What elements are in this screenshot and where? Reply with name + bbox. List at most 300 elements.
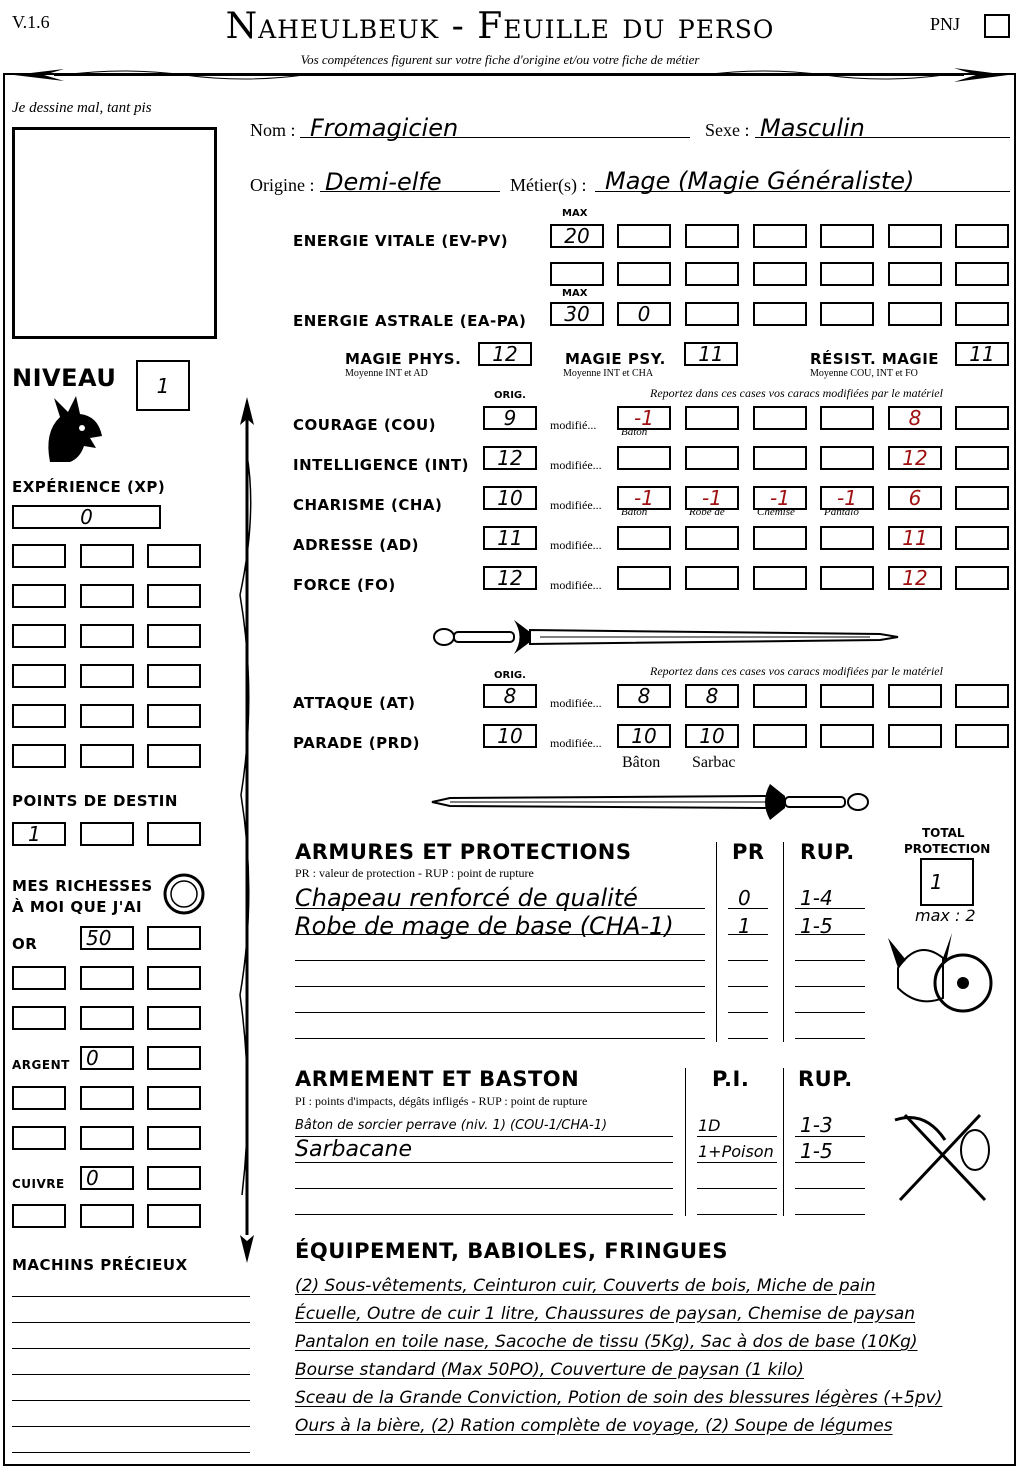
total-max: max : 2 [915,906,976,925]
combat-label-1: PARADE (PRD) [293,734,421,752]
stat-mod-box-1-0[interactable] [617,446,671,470]
stat-mod-1-4: 12 [902,446,928,470]
stat-under-2-3: Pantalo [824,506,859,518]
stat-mod-box-3-4[interactable] [888,526,942,550]
argent-value: 0 [86,1046,99,1070]
xp-box-0-1[interactable] [80,544,134,568]
nom-value[interactable]: Fromagicien [310,114,459,142]
origine-line [320,191,500,192]
stat-orig-3: 11 [497,526,523,550]
ev-box-0-1[interactable] [617,224,671,248]
stat-mod-3-1 [687,528,737,548]
sexe-line [755,137,1010,138]
machins-line-3 [12,1374,250,1375]
money-box-6-0[interactable] [80,1166,134,1190]
ea-label: ENERGIE ASTRALE (EA-PA) [293,312,527,330]
combat-mod-box-0-1[interactable] [685,684,739,708]
xp-box-2-0[interactable] [12,624,66,648]
equip-line-4[interactable]: Sceau de la Grande Conviction, Potion de soin des blessures légères (+5pv) [295,1388,943,1408]
stat-mod-box-3-5[interactable] [955,526,1009,550]
ea-max-label: MAX [562,288,588,299]
stat-under-2-2: Chemise [757,506,795,518]
ev-box-0-6[interactable] [955,224,1009,248]
weapon-line-3 [295,1214,673,1215]
cuivre-label: CUIVRE [12,1177,65,1191]
stat-orig-4: 12 [497,566,523,590]
metier-value[interactable]: Mage (Magie Généraliste) [605,167,915,195]
money-box-1-2[interactable] [147,966,201,990]
weapon-rup-line-2 [795,1188,865,1189]
money-box-3-0[interactable] [80,1046,134,1070]
ev-box-0-0[interactable] [550,224,604,248]
destin-box-2[interactable] [80,822,134,846]
weapon-item-rup-0[interactable]: 1-3 [800,1113,833,1137]
combat-mod-box-1-0[interactable] [617,724,671,748]
combat-mod-box-0-0[interactable] [617,684,671,708]
stat-under-2-1: Robe de [689,506,725,518]
armor-rup-line-5 [795,1038,865,1039]
magie-psy-box[interactable]: 11 [684,342,738,366]
stat-mod-box-4-1[interactable] [685,566,739,590]
ea-box-2[interactable] [685,302,739,326]
ea-box-3[interactable] [753,302,807,326]
stat-mod-0-2 [755,408,805,428]
stat-mod-box-1-3[interactable] [820,446,874,470]
ea-current-value: 0 [637,302,651,326]
money-box-3-1[interactable] [147,1046,201,1070]
machins-line-4 [12,1400,250,1401]
origine-value[interactable]: Demi-elfe [325,168,442,196]
weapons-sub: PI : points d'impacts, dégâts infligés - RUP : point de rupture [295,1094,588,1108]
weapon-item-rup-1[interactable]: 1-5 [800,1139,833,1163]
money-box-2-0[interactable] [12,1006,66,1030]
stat-under-0-0: Bâton [621,426,648,438]
stat-mod-box-3-1[interactable] [685,526,739,550]
stat-mod-3-3 [822,528,872,548]
cuivre-value: 0 [86,1166,99,1190]
combat-mod-label-1: modifiée... [550,736,602,750]
combat-under-0: Bâton [622,754,661,771]
armor-line-2 [295,960,705,961]
stat-mod-box-0-5[interactable] [955,406,1009,430]
resist-magie-sub: Moyenne COU, INT et FO [810,368,918,379]
stat-orig-2: 10 [497,486,523,510]
ev-box-1-4[interactable] [820,262,874,286]
argent-label: ARGENT [12,1058,70,1072]
money-box-0-1[interactable] [147,926,201,950]
stat-label-2: CHARISME (CHA) [293,496,443,514]
machins-line-5 [12,1426,250,1427]
stat-mod-2-0: -1 [634,486,654,510]
stat-mod-0-1 [687,408,737,428]
ev-max-value: 20 [564,224,590,248]
combat-label-0: ATTAQUE (AT) [293,694,416,712]
total-protection-box[interactable]: 1 [920,858,974,906]
money-box-4-2[interactable] [147,1086,201,1110]
armor-item-name-1[interactable]: Robe de mage de base (CHA-1) [295,912,674,940]
stat-mod-4-2 [755,568,805,588]
armor-line-3 [295,986,705,987]
destin-box-3[interactable] [147,822,201,846]
combat-mod-1-3 [822,726,872,746]
stat-mod-3-4: 11 [902,526,928,550]
stat-mod-box-1-4[interactable] [888,446,942,470]
stat-mod-box-1-5[interactable] [955,446,1009,470]
money-box-5-2[interactable] [147,1126,201,1150]
ev-box-1-0[interactable] [550,262,604,286]
machins-line-1 [12,1322,250,1323]
armor-rup-label: RUP. [800,840,855,864]
coin-icon [162,872,206,916]
stat-mod-1-2 [755,448,805,468]
or-value: 50 [86,926,112,950]
magie-psy-label: MAGIE PSY. [565,350,666,368]
stat-mod-label-1: modifiée... [550,458,602,472]
stat-label-1: INTELLIGENCE (INT) [293,456,469,474]
xp-box-5-0[interactable] [12,744,66,768]
ev-box-1-6[interactable] [955,262,1009,286]
money-box-0-0[interactable] [80,926,134,950]
money-box-1-1[interactable] [80,966,134,990]
stat-mod-label-4: modifiée... [550,578,602,592]
weapons-col-divider-1 [685,1068,686,1216]
ev-box-1-1[interactable] [617,262,671,286]
combat-mod-box-0-4[interactable] [888,684,942,708]
stat-mod-box-2-5[interactable] [955,486,1009,510]
stat-mod-box-0-1[interactable] [685,406,739,430]
total-label-1: TOTAL [922,826,965,840]
weapon-line-2 [295,1188,673,1189]
weapon-rup-line-3 [795,1214,865,1215]
money-box-7-2[interactable] [147,1204,201,1228]
combat-mod-label-0: modifiée... [550,696,602,710]
stat-orig-1: 12 [497,446,523,470]
weapon-pi-line-1 [697,1162,777,1163]
stat-mod-box-0-4[interactable] [888,406,942,430]
ea-box-6[interactable] [955,302,1009,326]
pnj-label: PNJ [930,14,961,34]
combat-report-note: Reportez dans ces cases vos caracs modifiées par le matériel [650,664,943,678]
stat-mod-1-5 [957,448,1007,468]
combat-under-1: Sarbac [692,754,736,771]
nom-label: Nom : [250,120,296,140]
money-box-7-0[interactable] [12,1204,66,1228]
combat-orig-box-1[interactable] [483,724,537,748]
ev-box-0-3[interactable] [753,224,807,248]
stat-mod-label-0: modifié... [550,418,597,432]
combat-mod-box-0-5[interactable] [955,684,1009,708]
xp-box-2-2[interactable] [147,624,201,648]
armor-sub: PR : valeur de protection - RUP : point de rupture [295,866,534,880]
combat-mod-box-1-5[interactable] [955,724,1009,748]
ea-box-1[interactable] [617,302,671,326]
ev-box-0-2[interactable] [685,224,739,248]
combat-mod-1-2 [755,726,805,746]
armor-item-rup-1[interactable]: 1-5 [800,914,833,938]
weapon-item-name-0[interactable]: Bâton de sorcier perrave (niv. 1) (COU-1/CHA-1) [295,1118,608,1133]
combat-mod-0-5 [957,686,1007,706]
weapon-item-name-1[interactable]: Sarbacane [295,1137,412,1162]
armor-rup-line-4 [795,1012,865,1013]
combat-orig-label: ORIG. [494,670,526,681]
stat-mod-box-4-3[interactable] [820,566,874,590]
armor-item-pr-1[interactable]: 1 [738,914,751,938]
armor-pr-line-2 [728,960,768,961]
equip-line-5[interactable]: Ours à la bière, (2) Ration complète de voyage, (2) Soupe de légumes [295,1416,893,1436]
stat-mod-3-2 [755,528,805,548]
stats-orig-label: ORIG. [494,390,526,401]
sexe-label: Sexe : [705,120,750,140]
stat-mod-label-3: modifiée... [550,538,602,552]
stat-mod-box-4-4[interactable] [888,566,942,590]
ev-max-label: MAX [562,208,588,219]
stat-mod-2-5 [957,488,1007,508]
armor-line-4 [295,1012,705,1013]
magie-psy-sub: Moyenne INT et CHA [563,368,654,379]
armor-col-divider-1 [716,842,717,1042]
xp-box-4-1[interactable] [80,704,134,728]
xp-box-1-2[interactable] [147,584,201,608]
ea-box-4[interactable] [820,302,874,326]
destin-label: POINTS DE DESTIN [12,792,178,810]
armor-item-name-0[interactable]: Chapeau renforcé de qualité [295,884,638,912]
stat-label-4: FORCE (FO) [293,576,396,594]
combat-mod-box-1-2[interactable] [753,724,807,748]
combat-mod-box-0-3[interactable] [820,684,874,708]
metier-label: Métier(s) : [510,175,587,195]
xp-box-2-1[interactable] [80,624,134,648]
combat-orig-1: 10 [497,724,523,748]
xp-label: EXPÉRIENCE (XP) [12,478,166,496]
combat-orig-0: 8 [503,684,517,708]
xp-box-0-0[interactable] [12,544,66,568]
niveau-box[interactable]: 1 [136,360,190,411]
equip-line-1[interactable]: Écuelle, Outre de cuir 1 litre, Chaussures de paysan, Chemise de paysan [295,1304,916,1324]
ea-box-5[interactable] [888,302,942,326]
combat-mod-1-1: 10 [699,724,725,748]
sexe-value[interactable]: Masculin [760,114,865,142]
combat-mod-1-5 [957,726,1007,746]
money-box-2-1[interactable] [80,1006,134,1030]
machins-line-2 [12,1348,250,1349]
stat-orig-box-2[interactable] [483,486,537,510]
machins-line-6 [12,1452,250,1453]
xp-box-5-1[interactable] [80,744,134,768]
stat-mod-box-3-3[interactable] [820,526,874,550]
stat-mod-box-3-2[interactable] [753,526,807,550]
ea-max-value: 30 [564,302,590,326]
armor-line-5 [295,1038,705,1039]
ev-label: ENERGIE VITALE (EV-PV) [293,232,509,250]
stat-mod-1-0 [619,448,669,468]
stat-orig-box-0[interactable] [483,406,537,430]
weapons-col-divider-2 [783,1068,784,1216]
magie-phys-box[interactable]: 12 [478,342,532,366]
equipment-title: ÉQUIPEMENT, BABIOLES, FRINGUES [295,1239,728,1263]
ev-box-1-3[interactable] [753,262,807,286]
money-box-4-1[interactable] [80,1086,134,1110]
armor-item-rup-0[interactable]: 1-4 [800,886,833,910]
armor-pr-line-3 [728,986,768,987]
stat-mod-box-1-2[interactable] [753,446,807,470]
combat-mod-box-1-4[interactable] [888,724,942,748]
magie-phys-label: MAGIE PHYS. [345,350,462,368]
combat-mod-0-2 [755,686,805,706]
money-box-5-1[interactable] [80,1126,134,1150]
stat-mod-box-4-5[interactable] [955,566,1009,590]
stat-mod-box-0-3[interactable] [820,406,874,430]
stat-mod-4-3 [822,568,872,588]
xp-box-3-1[interactable] [80,664,134,688]
equip-line-0[interactable]: (2) Sous-vêtements, Ceinturon cuir, Couverts de bois, Miche de pain [295,1276,876,1296]
stat-mod-box-2-4[interactable] [888,486,942,510]
stat-mod-4-5 [957,568,1007,588]
stat-mod-box-4-0[interactable] [617,566,671,590]
stat-mod-4-0 [619,568,669,588]
weapons-pi-label: P.I. [712,1067,750,1091]
dragon-icon [40,392,106,464]
ev-box-0-5[interactable] [888,224,942,248]
combat-mod-0-0: 8 [637,684,651,708]
crossed-weapons-icon [885,1100,1005,1210]
stat-mod-3-0 [619,528,669,548]
richesses-label-1: MES RICHESSES [12,877,153,895]
sheet-subtitle: Vos compétences figurent sur votre fiche d'origine et/ou votre fiche de métier [300,52,700,67]
stat-mod-3-5 [957,528,1007,548]
combat-mod-0-3 [822,686,872,706]
armor-pr-label: PR [732,840,765,864]
ev-box-1-2[interactable] [685,262,739,286]
weapon-pi-line-3 [697,1214,777,1215]
stat-mod-4-1 [687,568,737,588]
stat-orig-box-1[interactable] [483,446,537,470]
armor-item-pr-0[interactable]: 0 [738,886,751,910]
helmet-shield-icon [888,928,998,1028]
xp-box-1-0[interactable] [12,584,66,608]
xp-box[interactable]: 0 [12,505,161,529]
xp-box-3-2[interactable] [147,664,201,688]
money-box-5-0[interactable] [12,1126,66,1150]
combat-orig-box-0[interactable] [483,684,537,708]
xp-box-3-0[interactable] [12,664,66,688]
stat-orig-0: 9 [503,406,517,430]
xp-box-4-2[interactable] [147,704,201,728]
stat-mod-0-3 [822,408,872,428]
weapon-item-pi-1[interactable]: 1+Poison [698,1142,774,1161]
stat-mod-2-2: -1 [770,486,790,510]
origine-label: Origine : [250,175,315,195]
xp-box-4-0[interactable] [12,704,66,728]
niveau-label: NIVEAU [12,364,117,392]
stats-report-note: Reportez dans ces cases vos caracs modifiées par le matériel [650,386,943,400]
money-box-6-1[interactable] [147,1166,201,1190]
weapons-rup-label: RUP. [798,1067,853,1091]
stat-mod-box-0-2[interactable] [753,406,807,430]
combat-mod-1-0: 10 [631,724,657,748]
spear-icon [232,395,262,1265]
equip-line-3[interactable]: Bourse standard (Max 50PO), Couverture de paysan (1 kilo) [295,1360,804,1380]
stat-mod-0-4: 8 [908,406,922,430]
stat-mod-box-1-1[interactable] [685,446,739,470]
armor-pr-line-5 [728,1038,768,1039]
money-box-7-1[interactable] [80,1204,134,1228]
version-label: V.1.6 [12,12,50,32]
sheet-title: Naheulbeuk - Feuille du perso [225,6,775,47]
stat-mod-box-3-0[interactable] [617,526,671,550]
money-box-4-0[interactable] [12,1086,66,1110]
combat-mod-0-1: 8 [705,684,719,708]
xp-box-0-2[interactable] [147,544,201,568]
stat-mod-1-1 [687,448,737,468]
stat-label-0: COURAGE (COU) [293,416,437,434]
ea-box-0[interactable] [550,302,604,326]
armor-title: ARMURES ET PROTECTIONS [295,840,632,864]
xp-box-1-1[interactable] [80,584,134,608]
stat-mod-0-0: -1 [634,406,654,430]
stat-orig-box-4[interactable] [483,566,537,590]
stat-mod-1-3 [822,448,872,468]
machins-line-0 [12,1296,250,1297]
nom-line [300,137,690,138]
combat-mod-box-0-2[interactable] [753,684,807,708]
money-box-2-2[interactable] [147,1006,201,1030]
or-label: OR [12,935,38,953]
combat-mod-box-1-1[interactable] [685,724,739,748]
stat-under-2-0: Bâton [621,506,648,518]
resist-magie-label: RÉSIST. MAGIE [810,350,940,368]
combat-mod-0-4 [890,686,940,706]
metier-line [595,191,1010,192]
resist-magie-box[interactable]: 11 [955,342,1009,366]
weapons-title: ARMEMENT ET BASTON [295,1067,580,1091]
total-label-2: PROTECTION [904,842,991,856]
richesses-label-2: À MOI QUE J'AI [12,898,143,916]
armor-rup-line-3 [795,986,865,987]
armor-pr-line-4 [728,1012,768,1013]
magie-phys-sub: Moyenne INT et AD [345,368,428,379]
sword-icon-2 [430,780,875,825]
stat-orig-box-3[interactable] [483,526,537,550]
stat-mod-2-3: -1 [837,486,857,510]
weapon-pi-line-0 [697,1136,777,1137]
ev-box-0-4[interactable] [820,224,874,248]
equip-line-2[interactable]: Pantalon en toile nase, Sacoche de tissu (5Kg), Sac à dos de base (10Kg) [295,1332,918,1352]
stat-mod-label-2: modifiée... [550,498,602,512]
stat-mod-box-4-2[interactable] [753,566,807,590]
money-box-1-0[interactable] [12,966,66,990]
weapon-line-1 [295,1162,673,1163]
portrait-caption: Je dessine mal, tant pis [12,100,152,116]
stat-mod-4-4: 12 [902,566,928,590]
stat-mod-2-1: -1 [702,486,722,510]
armor-col-divider-2 [783,842,784,1042]
stat-mod-2-4: 6 [908,486,922,510]
portrait-box[interactable] [12,127,217,339]
pnj-checkbox[interactable] [984,14,1010,38]
destin-box-1[interactable]: 1 [12,822,66,846]
machins-label: MACHINS PRÉCIEUX [12,1256,188,1274]
weapon-item-pi-0[interactable]: 1D [698,1116,721,1135]
combat-mod-1-4 [890,726,940,746]
sword-icon [430,612,900,662]
weapon-pi-line-2 [697,1188,777,1189]
xp-box-5-2[interactable] [147,744,201,768]
ev-box-1-5[interactable] [888,262,942,286]
armor-rup-line-2 [795,960,865,961]
stat-label-3: ADRESSE (AD) [293,536,420,554]
stat-mod-0-5 [957,408,1007,428]
combat-mod-box-1-3[interactable] [820,724,874,748]
